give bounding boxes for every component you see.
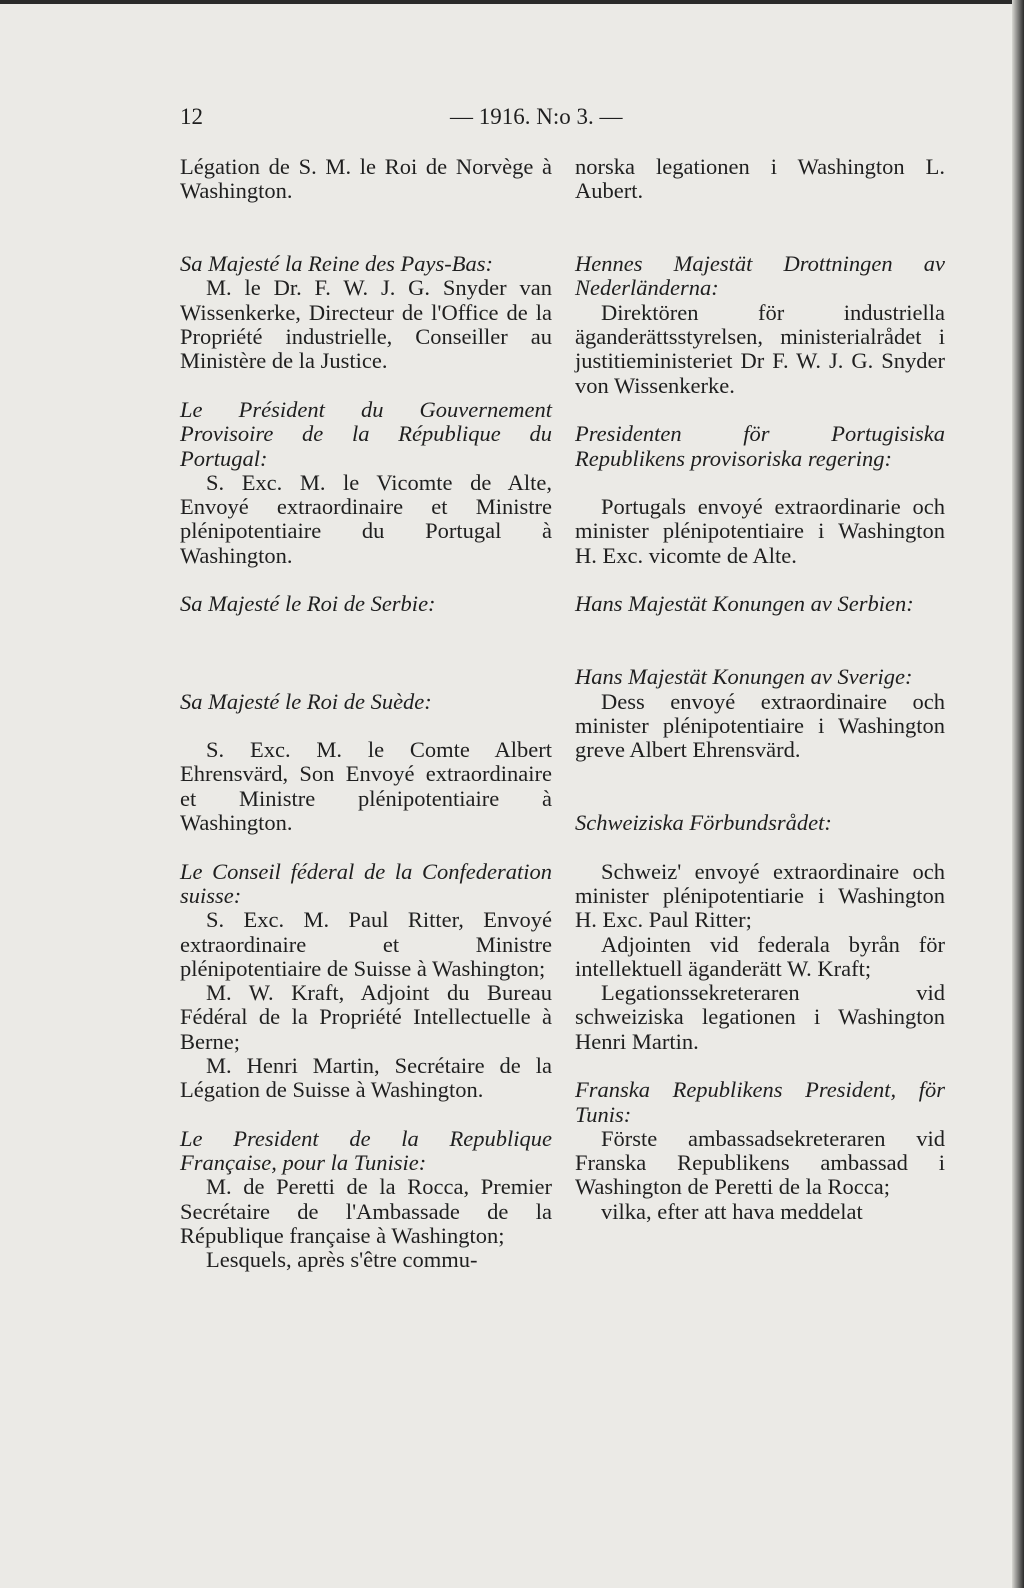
block-tunisia-sv [575, 1078, 945, 1224]
portugal-heading: Le Président du Gouvernement Provisoire de la République du Portugal: [180, 396, 552, 471]
tunisia-text-sv: Förste ambassadsekreteraren vid Franska Republikens ambassad i Washington de Peretti de la Rocca; [575, 1125, 945, 1200]
block-netherlands-sv [575, 252, 945, 398]
tunisia-text: M. de Peretti de la Rocca, Premier Secrétaire de l'Ambassade de la République française à Washington; [180, 1174, 552, 1249]
netherlands-text-sv: Direktören för industriella äganderättsstyrelsen, ministerialrådet i justitieministeriet Dr F. W. J. G. Snyder von Wissenkerke. [575, 299, 945, 398]
switzerland-text-1: S. Exc. M. Paul Ritter, Envoyé extraordinaire et Ministre plénipotentiaire de Suisse à Washington; [180, 907, 552, 981]
scan-border-top [0, 0, 1024, 4]
page-header [180, 104, 950, 134]
block-switzerland [180, 860, 552, 1103]
norway-text: Légation de S. M. le Roi de Norvège à Washington. [180, 154, 552, 204]
switzerland-text-3: M. Henri Martin, Secrétaire de la Légation de Suisse à Washington. [180, 1052, 552, 1103]
block-sweden [180, 690, 552, 836]
scan-border-right [1012, 0, 1024, 1588]
serbia-heading-sv: Hans Majestät Konungen av Serbien: [575, 591, 914, 617]
sweden-heading-sv: Hans Majestät Konungen av Sverige: [575, 664, 913, 690]
sweden-text-sv: Dess envoyé extraordinaire och minister plénipotentiaire i Washington greve Albert Ehrensvärd. [575, 688, 945, 763]
sweden-text: S. Exc. M. le Comte Albert Ehrensvärd, Son Envoyé extraordinaire et Ministre plénipotentiaire à Washington. [180, 737, 552, 836]
block-norway-sv [575, 155, 945, 204]
block-portugal-sv [575, 422, 945, 568]
closing-text: Lesquels, après s'être commu- [206, 1247, 478, 1273]
tunisia-heading-sv: Franska Republikens President, för Tunis: [575, 1077, 945, 1127]
netherlands-heading-sv: Hennes Majestät Drottningen av Nederländerna: [575, 251, 945, 301]
block-sweden-sv [575, 665, 945, 762]
block-tunisia [180, 1127, 552, 1273]
netherlands-heading: Sa Majesté la Reine des Pays-Bas: [180, 251, 494, 277]
switzerland-text-sv-1: Schweiz' envoyé extraordinaire och minister plénipotentiarie i Washington H. Exc. Paul Ritter; [575, 858, 945, 933]
sweden-heading: Sa Majesté le Roi de Suède: [180, 688, 432, 714]
switzerland-heading-sv: Schweiziska Förbundsrådet: [575, 810, 832, 836]
portugal-heading-sv: Presidenten för Portugisiska Republikens provisoriska regering: [575, 421, 945, 471]
netherlands-text: M. le Dr. F. W. J. G. Snyder van Wissenkerke, Directeur de l'Office de la Propriété industrielle, Conseiller au Ministère de la Justice. [180, 275, 552, 374]
portugal-text: S. Exc. M. le Vicomte de Alte, Envoyé extraordinaire et Ministre plénipotentiaire du Portugal à Washington. [180, 469, 552, 568]
switzerland-heading: Le Conseil féderal de la Confederation suisse: [180, 858, 552, 908]
tunisia-heading: Le President de la Republique Française, pour la Tunisie: [180, 1125, 552, 1176]
block-netherlands [180, 252, 552, 373]
block-serbia-sv [575, 592, 945, 641]
page-number: 12 [180, 104, 203, 129]
block-portugal [180, 398, 552, 568]
switzerland-text-sv-2: Adjointen vid federala byrån för intellektuell äganderätt W. Kraft; [575, 931, 945, 981]
norway-text-sv: norska legationen i Washington L. Aubert. [575, 154, 945, 204]
closing-text-sv: vilka, efter att hava meddelat [601, 1198, 863, 1224]
running-title: — 1916. N:o 3. — [450, 104, 623, 129]
french-column [180, 155, 552, 1273]
swedish-column [575, 155, 945, 1224]
serbia-heading: Sa Majesté le Roi de Serbie: [180, 591, 436, 617]
switzerland-text-2: M. W. Kraft, Adjoint du Bureau Fédéral de la Propriété Intellectuelle à Berne; [180, 980, 552, 1054]
block-norway [180, 155, 552, 204]
block-switzerland-sv [575, 811, 945, 1054]
block-serbia [180, 592, 552, 665]
switzerland-text-sv-3: Legationssekreteraren vid schweiziska legationen i Washington Henri Martin. [575, 980, 945, 1054]
portugal-text-sv: Portugals envoyé extraordinarie och minister plénipotentiaire i Washington H. Exc. vicomte de Alte. [575, 494, 945, 568]
